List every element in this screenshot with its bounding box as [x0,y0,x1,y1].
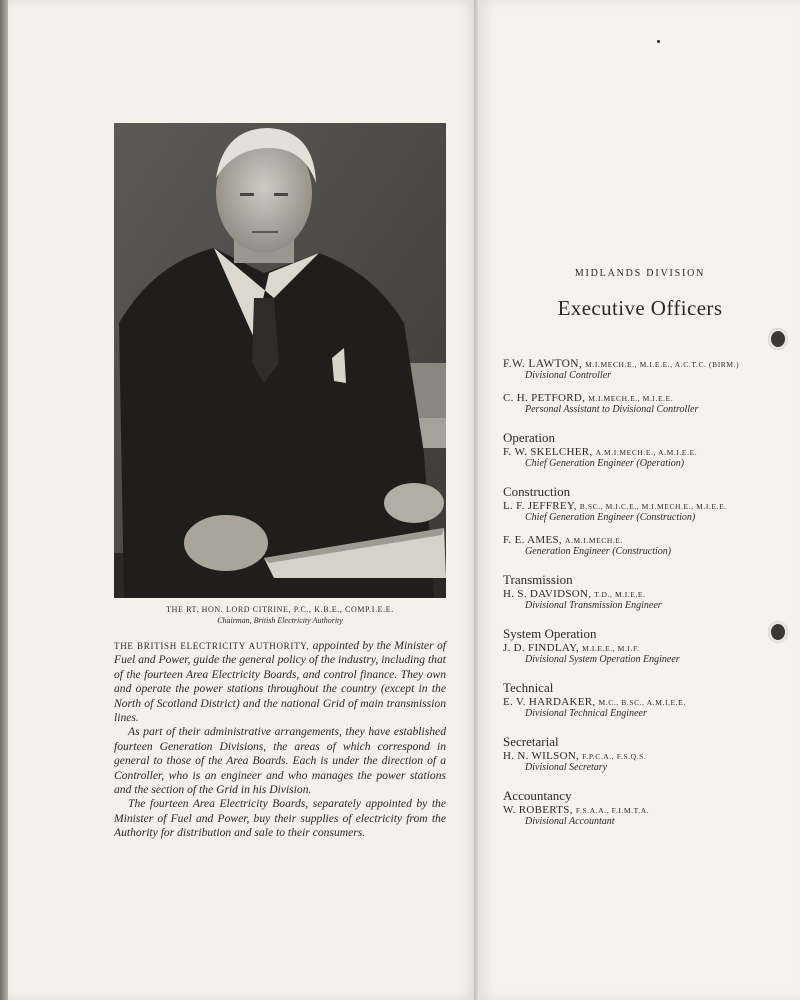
officer-entry [503,696,793,720]
section-heading: Secretarial [503,734,559,749]
officer-title: Generation Engineer (Construction) [525,546,672,557]
officer-qualifications: M.I.MECH.E., M.I.E.E., A.C.T.C. (BIRM.) [585,360,740,369]
officer-title: Divisional System Operation Engineer [525,654,680,665]
section-heading: Transmission [503,572,573,587]
officer-name: F. E. AMES, [503,534,562,546]
officer-title: Personal Assistant to Divisional Controller [525,404,699,415]
officer-name: H. N. WILSON, [503,750,580,762]
officer-entry [503,500,793,524]
section-heading: Accountancy [503,788,572,803]
officer-title: Divisional Transmission Engineer [525,600,662,611]
officer-name: E. V. HARDAKER, [503,696,596,708]
officer-title: Divisional Controller [525,370,612,381]
officer-entry [503,358,793,382]
officer-name: F. W. SKELCHER, [503,446,593,458]
officer-name: L. F. JEFFREY, [503,500,577,512]
officer-entry [503,588,793,612]
officer-qualifications: F.S.A.A., F.I.M.T.A. [575,806,650,815]
officer-qualifications: M.C., B.SC., A.M.I.E.E. [598,698,686,707]
officers-list [503,358,793,828]
officer-entry [503,446,793,470]
officer-entry [503,534,793,558]
division-name: MIDLANDS DIVISION [574,268,706,279]
paragraph-text: appointed by the Minister of Fuel and Power, guide the general policy of the industry, including that of the fourteen Area Electricity Boards, and control finance. They own and operate the power stations throughout the country (except in the North of Scotland District) and the national Grid of main transmission lines. [114,639,446,725]
punch-hole [768,328,788,350]
officer-name: J. D. FINDLAY, [503,642,580,654]
officer-title: Divisional Technical Engineer [525,708,647,719]
caption-role: Chairman, British Electricity Authority [217,616,343,625]
officer-qualifications: T.D., M.I.E.E. [594,590,646,599]
portrait-photo [114,123,446,598]
caption-name: THE RT. HON. LORD CITRINE, P.C., K.B.E., COMP.I.E.E. [166,605,394,614]
officer-title: Chief Generation Engineer (Operation) [525,458,685,469]
officer-entry [503,642,793,666]
officer-name: F.W. LAWTON, [503,358,583,370]
section-heading: Operation [503,430,555,445]
section-heading: Construction [503,484,571,499]
officer-qualifications: A.M.I.MECH.E., A.M.I.E.E. [595,448,698,457]
officer-entry [503,804,793,828]
officer-title: Divisional Secretary [525,762,608,773]
page-title: Executive Officers [557,296,723,320]
officer-title: Divisional Accountant [525,816,615,827]
officer-qualifications: M.I.MECH.E., M.I.E.E. [588,394,674,403]
officer-name: C. H. PETFORD, [503,392,586,404]
section-heading: System Operation [503,626,597,641]
authority-description [114,639,446,841]
punch-hole [768,621,788,643]
officer-qualifications: M.I.E.E., M.I.F. [582,644,640,653]
paragraph-1 [114,639,446,725]
officer-name: H. S. DAVIDSON, [503,588,592,600]
section-heading: Technical [503,680,554,695]
paragraph-lead: THE BRITISH ELECTRICITY AUTHORITY, [114,641,310,651]
officer-name: W. ROBERTS, [503,804,573,816]
officer-title: Chief Generation Engineer (Construction) [525,512,696,523]
officer-qualifications: A.M.I.MECH.E. [565,536,624,545]
paragraph-2: As part of their administrative arrangements, they have established fourteen Generation Divisions, the areas of which correspond in general to those of the Area Boards. Each is under the direction of a Controller, who is an engineer and who manages the power stations and the section of the Grid in his Division. [114,725,446,797]
photo-caption [114,604,446,626]
officer-entry [503,392,793,416]
speck [657,40,660,43]
officer-qualifications: F.P.C.A., F.S.Q.S. [582,752,647,761]
paragraph-3: The fourteen Area Electricity Boards, separately appointed by the Minister of Fuel and Power, buy their supplies of electricity from the Authority for distribution and sale to their consumers. [114,797,446,840]
officer-qualifications: B.SC., M.I.C.E., M.I.MECH.E., M.I.E.E. [579,502,727,511]
officer-entry [503,750,793,774]
